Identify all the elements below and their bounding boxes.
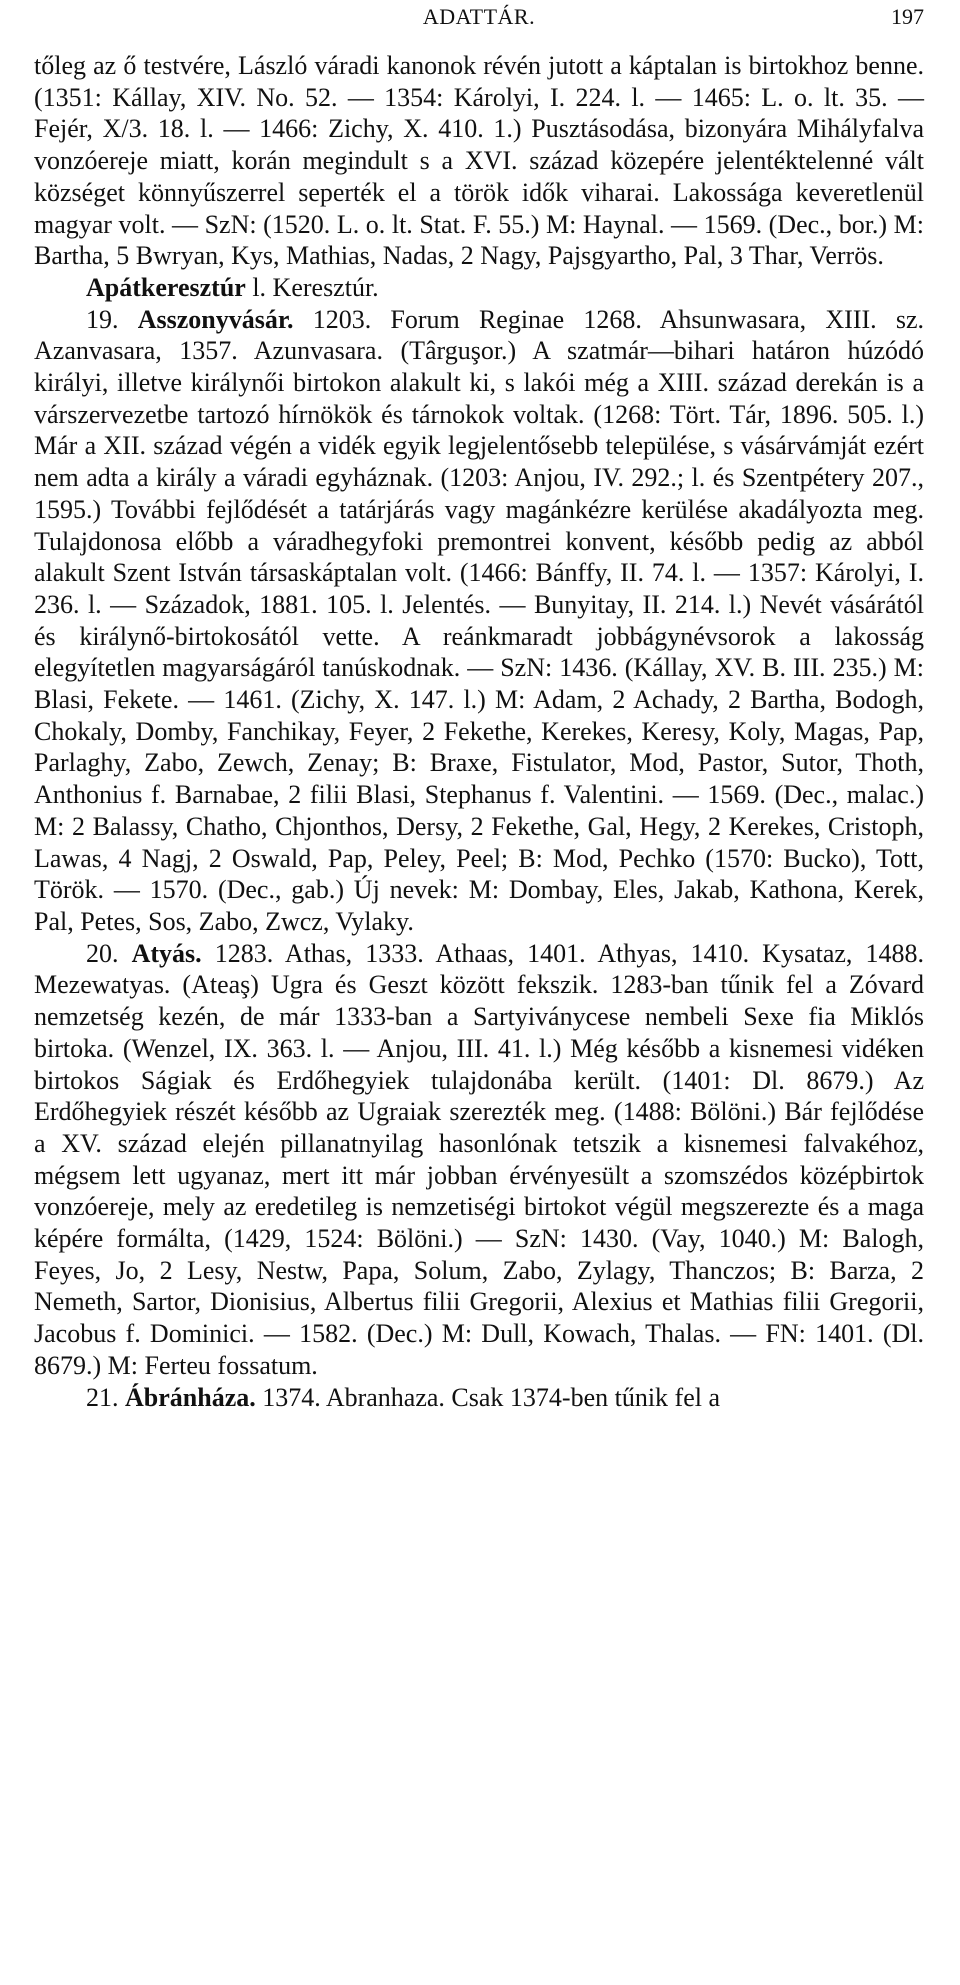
entry-number: 20. [86, 938, 132, 968]
body-text [34, 50, 924, 1413]
entry-abranhaza [34, 1382, 924, 1414]
entry-apatkeresztur [34, 272, 924, 304]
entry-text: 1283. Athas, 1333. Athaas, 1401. Athyas, 1410. Kysataz, 1488. Mezewatyas. (Ateaş) Ugra és Geszt között fekszik. 1283-ban tűnik fel a Zóvard nemzetség kezén, de már 1333-ban a Sartyiványcese nembeli Sexe fia Miklós birtoka. (Wenzel, IX. 363. l. — Anjou, III. 41. l.) Még később a kisnemesi vidéken birtokos Ságiak és Erdőhegyiek tulajdonába került. (1401: Dl. 8679.) Az Erdőhegyiek részét később az Ugraiak szerezték meg. (1488: Bölöni.) Bár fejlődése a XV. század elején pillanatnyilag hasonlónak tetszik a kisnemesi falvakéhoz, mégsem lett ugyanaz, mert itt már jobban érvényesült a szomszédos középbirtok vonzóereje, mely az eredetileg is nemzetiségi birtokot végül megszerezte és a maga képére formálta, (1429, 1524: Bölöni.) — SzN: 1430. (Vay, 1040.) M: Balogh, Feyes, Jo, 2 Lesy, Nestw, Papa, Solum, Zabo, Zylagy, Thanczos; B: Barza, 2 Nemeth, Sartor, Dionisius, Albertus filii Gregorii, Alexius et Mathias filii Gregorii, Jacobus f. Dominici. — 1582. (Dec.) M: Dull, Kowach, Thalas. — FN: 1401. (Dl. 8679.) M: Ferteu fossatum. [34, 938, 925, 1380]
entry-number: 21. [86, 1382, 125, 1412]
page-number: 197 [891, 4, 924, 29]
paragraph-continuation: tőleg az ő testvére, László váradi kanonok révén jutott a káptalan is birtokhoz benne. (1351: Kállay, XIV. No. 52. — 1354: Károlyi, I. 224. l. — 1465: L. o. lt. 35. — Fejér, X/3. 18. l. — 1466: Zichy, X. 410. 1.) Pusztásodása, bizonyára Mihályfalva vonzóereje miatt, korán megindult s a XVI. század közepére jelentéktelenné vált községet könnyűszerrel seperték el a török idők viharai. Lakossága keveretlenül magyar volt. — SzN: (1520. L. o. lt. Stat. F. 55.) M: Haynal. — 1569. (Dec., bor.) M: Bartha, 5 Bwryan, Kys, Mathias, Nadas, 2 Nagy, Pajsgyartho, Pal, 3 Thar, Verrös. [34, 51, 924, 271]
entry-atyas [34, 938, 924, 1382]
entry-text: 1374. Abranhaza. Csak 1374-ben tűnik fel a [255, 1382, 721, 1412]
entry-headword: Atyás. [131, 938, 202, 968]
running-header [34, 2, 924, 36]
entry-headword: Ábránháza. [125, 1382, 256, 1412]
entry-asszonyvasar [34, 304, 924, 938]
entry-headword: Apátkeresztúr [86, 272, 246, 302]
entry-text: l. Keresztúr. [245, 272, 379, 302]
entry-text: 1203. Forum Reginae 1268. Ahsunwasara, XIII. sz. Azanvasara, 1357. Azunvasara. (Târguşor.) A szatmár—bihari határon húzódó királyi, illetve királynői birtokon alakult ki, s lakói még a XIII. század derekán is a várszervezetbe tartozó hírnökök és tárnokok voltak. (1268: Tört. Tár, 1896. 505. l.) Már a XII. század végén a vidék egyik legjelentősebb települése, s vásárvámját ezért nem adta a király a váradi egyháznak. (1203: Anjou, IV. 292.; l. és Szentpétery 207., 1595.) További fejlődését a tatárjárás vagy magánkézre kerülése akadályozta meg. Tulajdonosa előbb a váradhegyfoki premontrei konvent, később pedig az abból alakult Szent István társaskáptalan volt. (1466: Bánffy, II. 74. l. — 1357: Károlyi, I. 236. l. — Századok, 1881. 105. l. Jelentés. — Bunyitay, II. 214. l.) Nevét vásárától és királynő-birtokosától vette. A reánkmaradt jobbágynévsorok a lakosság elegyítetlen magyarságáról tanúskodnak. — SzN: 1436. (Kállay, XV. B. III. 235.) M: Blasi, Fekete. — 1461. (Zichy, X. 147. l.) M: Adam, 2 Achady, 2 Bartha, Bodogh, Chokaly, Domby, Fanchikay, Feyer, 2 Fekethe, Kerekes, Keresy, Koly, Magas, Pap, Parlaghy, Zabo, Zewch, Zenay; B: Braxe, Fistulator, Mod, Pastor, Sutor, Thoth, Anthonius f. Barnabae, 2 filii Blasi, Stephanus f. Valentini. — 1569. (Dec., malac.) M: 2 Balassy, Chatho, Chjonthos, Dersy, 2 Fekethe, Gal, Hegy, 2 Kerekes, Cristoph, Lawas, 4 Nagj, 2 Oswald, Pap, Peley, Peel; B: Mod, Pechko (1570: Bucko), Tott, Török. — 1570. (Dec., gab.) Új nevek: M: Dombay, Eles, Jakab, Kathona, Kerek, Pal, Petes, Sos, Zabo, Zwcz, Vylaky. [34, 304, 924, 936]
entry-headword: Asszonyvásár. [137, 304, 294, 334]
entry-number: 19. [86, 304, 138, 334]
running-title: ADATTÁR. [422, 4, 536, 29]
